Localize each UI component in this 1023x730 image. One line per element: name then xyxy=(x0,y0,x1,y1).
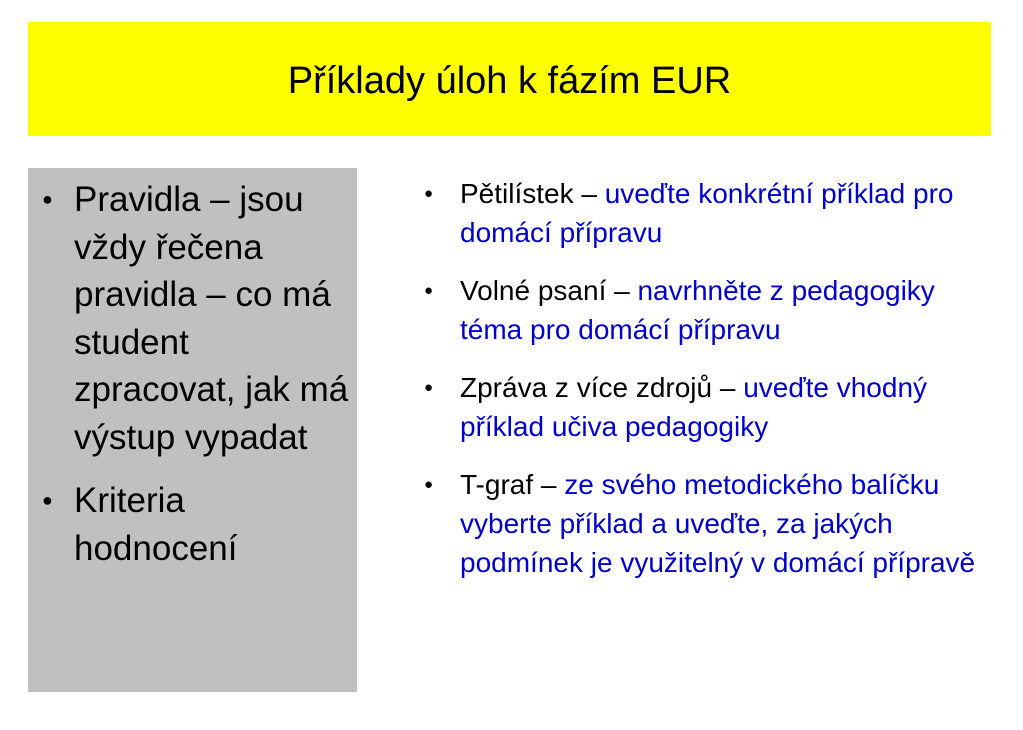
left-list-item xyxy=(28,477,357,572)
item-task: ze svého metodického balíčku vyberte příklad a uveďte, za jakých podmínek je využitelný v domácí přípravě xyxy=(460,469,976,578)
item-term: Zpráva z více zdrojů – xyxy=(460,372,744,403)
item-task: navrhněte z pedagogiky téma pro domácí přípravu xyxy=(460,275,935,345)
bullet-icon: ● xyxy=(424,379,434,396)
left-item-text: Kriteria hodnocení xyxy=(74,481,238,568)
right-list-item xyxy=(422,368,997,446)
right-list-item xyxy=(422,174,997,252)
item-task: uveďte konkrétní příklad pro domácí přípravu xyxy=(460,178,954,248)
left-item-text: Pravidla – jsou vždy řečena pravidla – co má student zpracovat, jak má výstup vypadat xyxy=(74,180,349,457)
right-list-item xyxy=(422,271,997,349)
bullet-icon: ● xyxy=(424,185,434,202)
left-bullet-list xyxy=(28,176,357,572)
title-bar xyxy=(28,22,991,136)
item-term: Pětilístek – xyxy=(460,178,605,209)
left-panel xyxy=(28,168,357,692)
left-list-item xyxy=(28,176,357,461)
slide-title: Příklady úloh k fázím EUR xyxy=(287,60,732,102)
item-task: uveďte vhodný příklad učiva pedagogiky xyxy=(460,372,928,442)
item-term: T-graf – xyxy=(460,469,565,500)
right-list-item xyxy=(422,465,997,582)
right-bullet-list xyxy=(422,174,997,601)
item-term: Volné psaní – xyxy=(460,275,638,306)
bullet-icon: ● xyxy=(42,490,53,510)
bullet-icon: ● xyxy=(424,476,434,493)
bullet-icon: ● xyxy=(424,282,434,299)
bullet-icon: ● xyxy=(42,189,53,209)
